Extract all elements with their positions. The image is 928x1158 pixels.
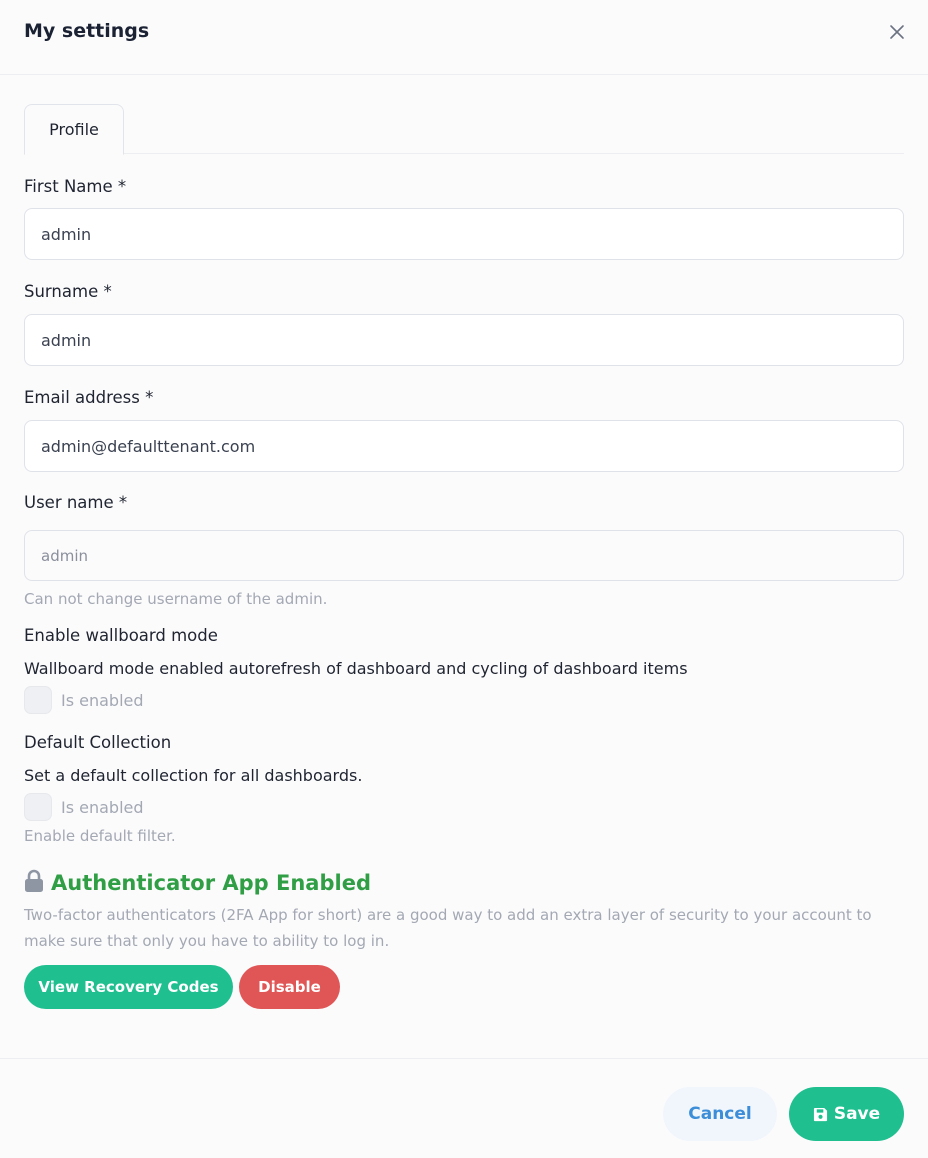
view-recovery-codes-button[interactable]: View Recovery Codes: [24, 965, 233, 1009]
disable-2fa-button[interactable]: Disable: [239, 965, 340, 1009]
default-collection-checkbox-row[interactable]: [24, 793, 144, 821]
default-collection-description: Set a default collection for all dashboards.: [24, 766, 363, 785]
save-button-label: Save: [833, 1104, 881, 1124]
default-collection-checkbox[interactable]: [24, 793, 52, 821]
wallboard-title: Enable wallboard mode: [24, 626, 218, 645]
username-input: [24, 530, 904, 581]
wallboard-description: Wallboard mode enabled autorefresh of dashboard and cycling of dashboard items: [24, 659, 688, 678]
first-name-input[interactable]: [24, 208, 904, 260]
default-collection-checkbox-label: Is enabled: [61, 797, 144, 817]
wallboard-checkbox[interactable]: [24, 686, 52, 714]
email-input[interactable]: [24, 420, 904, 472]
two-factor-description: Two-factor authenticators (2FA App for short) are a good way to add an extra layer of security to your account to make sure that only you have to ability to log in.: [24, 906, 872, 950]
surname-input[interactable]: [24, 314, 904, 366]
two-factor-heading: [24, 868, 371, 898]
dialog-title: My settings: [24, 20, 150, 42]
two-factor-title: Authenticator App Enabled: [51, 871, 371, 895]
close-icon[interactable]: [886, 21, 908, 43]
save-button[interactable]: [789, 1087, 904, 1141]
default-collection-title: Default Collection: [24, 733, 172, 752]
username-hint: Can not change username of the admin.: [24, 590, 328, 608]
wallboard-checkbox-label: Is enabled: [61, 690, 144, 710]
username-label: User name *: [24, 493, 128, 512]
dialog-header: [0, 0, 928, 75]
save-icon: [813, 1107, 834, 1122]
cancel-button[interactable]: Cancel: [663, 1087, 777, 1141]
default-collection-hint: Enable default filter.: [24, 827, 176, 845]
lock-icon: [24, 869, 44, 897]
email-label: Email address *: [24, 388, 154, 407]
footer-divider: [0, 1058, 928, 1059]
wallboard-checkbox-row[interactable]: [24, 686, 144, 714]
first-name-label: First Name *: [24, 177, 127, 196]
tab-bar: [24, 104, 904, 154]
tab-profile[interactable]: Profile: [24, 104, 124, 155]
surname-label: Surname *: [24, 282, 112, 301]
